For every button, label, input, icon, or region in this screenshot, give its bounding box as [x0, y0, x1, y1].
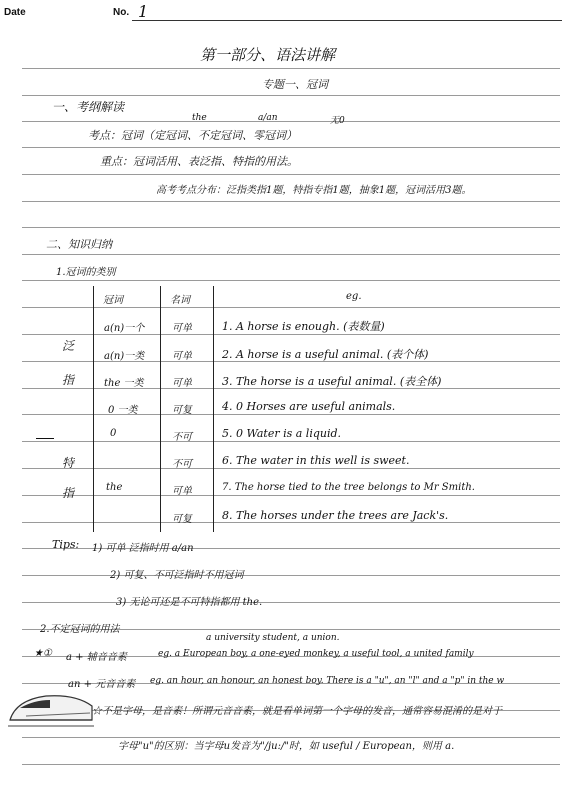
subsection-heading: 1.冠词的类别 — [56, 267, 116, 278]
table-cell-article: the 一类 — [104, 378, 144, 389]
table-cell-noun: 可复 — [172, 514, 192, 525]
table-cell-article: a(n)一类 — [104, 351, 145, 362]
table-cell-noun: 可单 — [172, 323, 192, 334]
notebook-rule — [22, 441, 560, 442]
note-line: ☆不是字母，是音素！所谓元音音素，就是看单词第一个字母的发音，通常容易混淆的是对于 — [92, 706, 502, 717]
table-header-article: 冠词 — [103, 295, 123, 306]
section-heading: 二、知识归纳 — [46, 238, 112, 251]
page-title: 第一部分、语法讲解 — [200, 46, 336, 64]
table-cell-noun: 不可 — [172, 459, 192, 470]
annotation-a-an: a/an — [258, 113, 278, 123]
notebook-rule — [22, 307, 560, 308]
example-line: eg. a European boy, a one-eyed monkey, a useful tool, a united family — [158, 649, 474, 659]
table-cell-noun: 不可 — [172, 432, 192, 443]
page-number: 1 — [138, 2, 149, 21]
group-label-fan: 泛 — [62, 339, 75, 353]
tip-item: 1) 可单 泛指时用 a/an — [92, 543, 194, 554]
notebook-rule — [22, 280, 560, 281]
group-label-zhi: 指 — [62, 373, 75, 387]
zhongdian-line: 重点：冠词活用、表泛指、特指的用法。 — [100, 155, 298, 168]
notebook-rule — [22, 254, 560, 255]
example-line: a university student, a union. — [206, 633, 340, 643]
section-heading: 一、考纲解读 — [52, 100, 125, 114]
rule-text: a + 辅音音素 — [66, 652, 127, 663]
table-cell-example: 7. The horse tied to the tree belongs to Mr Smith. — [222, 482, 475, 493]
notebook-rule — [22, 495, 560, 496]
tip-item: 3) 无论可还是不可特指都用 the. — [116, 597, 263, 608]
table-cell-article: a(n)一个 — [104, 323, 145, 334]
tip-item: 2) 可复、不可泛指时不用冠词 — [110, 570, 244, 581]
table-cell-noun: 可单 — [172, 351, 192, 362]
page-subtitle: 专题一、冠词 — [262, 78, 328, 91]
notebook-rule — [22, 121, 560, 122]
table-cell-example: 6. The water in this well is sweet. — [222, 454, 410, 467]
notebook-rule — [22, 575, 560, 576]
notebook-rule — [22, 95, 560, 96]
table-cell-example: 1. A horse is enough. (表数量) — [222, 320, 385, 333]
example-line: eg. an hour, an honour, an honest boy. There is a "u", an "l" and a "p" in the w — [150, 676, 505, 686]
table-cell-example: 2. A horse is a useful animal. (表个体) — [222, 348, 429, 361]
no-label: No. — [113, 7, 130, 18]
notebook-rule — [22, 227, 560, 228]
kaodian-line: 考点：冠词（定冠词、不定冠词、零冠词） — [88, 129, 297, 142]
table-header-eg: eg. — [346, 291, 362, 302]
notebook-rule — [22, 147, 560, 148]
table-divider — [213, 286, 214, 532]
annotation-zero: 无0 — [330, 116, 345, 126]
notebook-rule — [22, 764, 560, 765]
group-label-zhi: 指 — [62, 486, 75, 500]
notebook-rule — [22, 414, 560, 415]
tips-label: Tips: — [52, 538, 80, 551]
table-cell-noun: 可单 — [172, 486, 192, 497]
table-header-noun: 名词 — [170, 295, 190, 306]
table-cell-article: the — [106, 482, 123, 493]
table-cell-noun: 可复 — [172, 405, 192, 416]
group-separator — [36, 438, 54, 439]
star-marker: ★① — [34, 648, 52, 659]
date-label: Date — [4, 7, 26, 18]
header-rule — [132, 20, 562, 21]
notebook-rule — [22, 174, 560, 175]
notebook-rule — [22, 334, 560, 335]
table-cell-example: 8. The horses under the trees are Jack's. — [222, 509, 449, 522]
table-cell-article: 0 一类 — [108, 405, 138, 416]
bullet-train-icon — [6, 686, 96, 730]
table-cell-example: 3. The horse is a useful animal. (表全体) — [222, 375, 442, 388]
subsection-heading: 2.不定冠词的用法 — [40, 624, 120, 635]
table-divider — [93, 286, 94, 532]
table-cell-noun: 可单 — [172, 378, 192, 389]
annotation-the: the — [192, 113, 207, 123]
notebook-rule — [22, 522, 560, 523]
notebook-rule — [22, 68, 560, 69]
table-cell-example: 4. 0 Horses are useful animals. — [222, 400, 396, 413]
distribution-line: 高考考点分布：泛指类指1题，特指专指1题，抽象1题，冠词活用3题。 — [156, 185, 472, 196]
note-line: 字母"u"的区别：当字母u发音为"/ju:/"时，如 useful / European，则用 a. — [118, 741, 455, 752]
notebook-rule — [22, 201, 560, 202]
group-label-te: 特 — [62, 456, 75, 470]
table-cell-example: 5. 0 Water is a liquid. — [222, 427, 342, 440]
notebook-rule — [22, 602, 560, 603]
table-cell-article: 0 — [110, 428, 117, 439]
table-divider — [160, 286, 161, 532]
rule-text: an + 元音音素 — [68, 679, 136, 690]
notebook-rule — [22, 468, 560, 469]
